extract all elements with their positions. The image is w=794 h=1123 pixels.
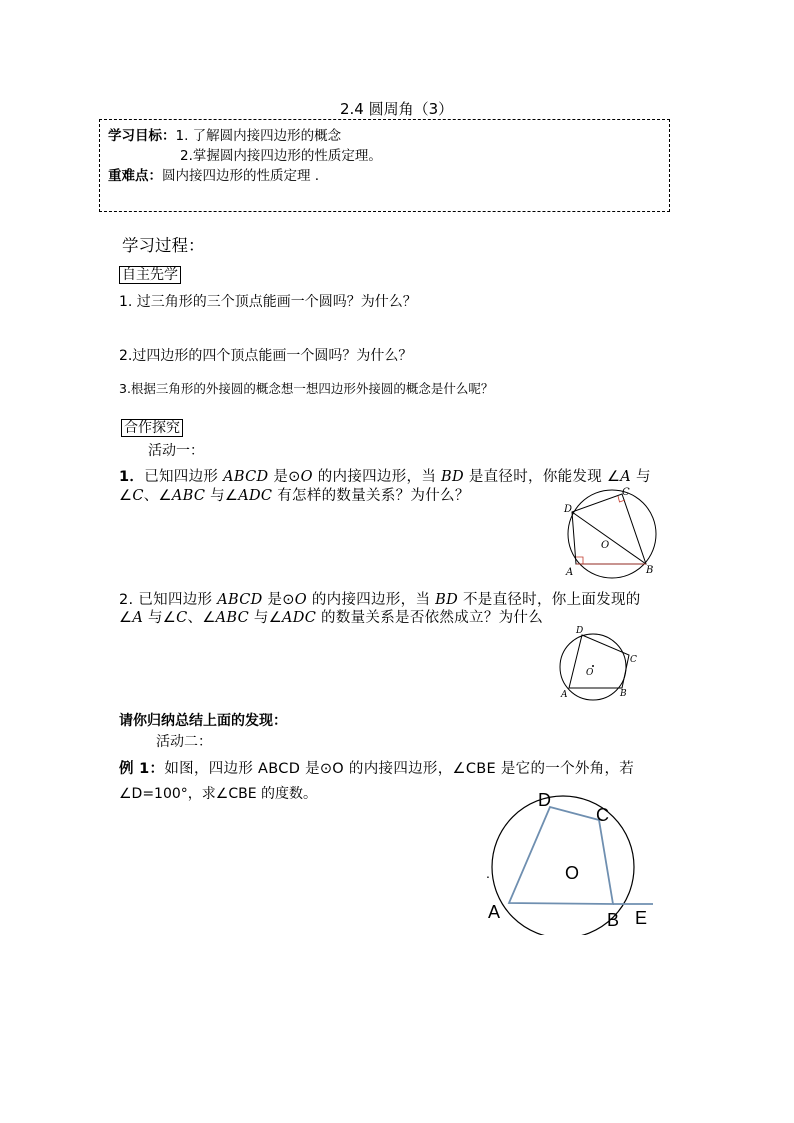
text: 是⊙ <box>262 592 295 608</box>
math-adc: ADC <box>238 488 273 504</box>
figure-1-diagram <box>560 484 670 580</box>
example-label: 例 1： <box>119 761 165 777</box>
fig1-label-a: A <box>566 567 574 578</box>
goals-label: 学习目标： <box>108 128 176 144</box>
math-o: O <box>294 592 307 608</box>
example-1-line-1 <box>119 757 634 778</box>
text: 是直径时，你能发现 ∠ <box>463 469 621 485</box>
goal-item-1: 1. 了解圆内接四边形的概念 <box>175 128 342 144</box>
text: 有怎样的数量关系？为什么？ <box>272 488 470 504</box>
text: 、∠ <box>187 610 216 626</box>
text: 的内接四边形，当 <box>306 592 436 608</box>
problem-1-line-1 <box>119 465 651 486</box>
math-c: C <box>132 488 144 504</box>
math-abc: ABC <box>171 488 206 504</box>
page-title: 2.4 圆周角（3） <box>340 100 454 118</box>
example-1-line-2: ∠D=100°，求∠CBE 的度数。 <box>119 786 318 802</box>
cooperate-label-text: 合作探究 <box>121 419 183 437</box>
goals-line-1 <box>108 124 341 144</box>
key-point-line <box>108 164 319 184</box>
problem-2-line-2 <box>119 606 543 627</box>
text: 的数量关系是否依然成立？为什么 <box>316 610 544 626</box>
figure-3-diagram <box>480 785 660 935</box>
self-study-label <box>119 264 181 284</box>
math-o: O <box>300 469 313 485</box>
fig1-label-d: D <box>564 504 573 515</box>
text: 不是直径时，你上面发现的 <box>458 592 641 608</box>
text: 、∠ <box>143 488 172 504</box>
text: 已知四边形 <box>138 592 218 608</box>
math-a: A <box>132 610 144 626</box>
math-abcd: ABCD <box>223 469 269 485</box>
math-a: A <box>620 469 632 485</box>
fig3-label-b: B <box>607 910 620 930</box>
problem-1-line-2 <box>119 484 470 505</box>
summary-prompt: 请你归纳总结上面的发现： <box>119 713 287 729</box>
fig3-label-a: A <box>488 902 501 922</box>
text: 与∠ <box>249 610 283 626</box>
text: 已知四边形 <box>144 469 224 485</box>
question-1: 1. 过三角形的三个顶点能画一个圆吗？为什么？ <box>119 294 417 310</box>
fig1-label-b: B <box>646 565 654 576</box>
text: ∠ <box>119 610 133 626</box>
self-study-label-text: 自主先学 <box>119 266 181 284</box>
math-c: C <box>176 610 188 626</box>
text: 与∠ <box>143 610 177 626</box>
fig3-label-c: C <box>596 805 609 825</box>
fig2-label-d: D <box>576 626 584 636</box>
fig2-label-o: O <box>586 668 594 678</box>
example-text-1: 如图，四边形 ABCD 是⊙O 的内接四边形，∠CBE 是它的一个外角，若 <box>164 761 635 777</box>
math-abcd: ABCD <box>217 592 263 608</box>
fig2-label-b: B <box>620 689 627 699</box>
text: 与 <box>631 469 651 485</box>
text: ∠ <box>119 488 133 504</box>
process-title: 学习过程： <box>122 236 205 255</box>
text: 的内接四边形，当 <box>312 469 442 485</box>
goal-item-2: 2.掌握圆内接四边形的性质定理。 <box>180 148 382 164</box>
problem-2-number: 2. <box>119 592 139 608</box>
cooperate-label <box>121 417 183 437</box>
activity-2-label: 活动二： <box>156 734 212 750</box>
math-bd: BD <box>441 469 464 485</box>
fig2-label-a: A <box>561 690 568 700</box>
fig3-dot: . <box>486 865 490 881</box>
fig3-label-o: O <box>565 863 580 883</box>
activity-1-label: 活动一： <box>148 443 204 459</box>
problem-1-number: 1． <box>119 469 145 485</box>
math-abc: ABC <box>215 610 250 626</box>
question-2: 2.过四边形的四个顶点能画一个圆吗？为什么？ <box>119 348 413 364</box>
key-text: 圆内接四边形的性质定理 . <box>162 168 320 184</box>
math-adc: ADC <box>282 610 317 626</box>
fig1-label-c: C <box>622 487 630 498</box>
text: 是⊙ <box>268 469 301 485</box>
figure-2-diagram <box>556 624 646 704</box>
fig2-label-c: C <box>630 655 637 665</box>
question-3: 3.根据三角形的外接圆的概念想一想四边形外接圆的概念是什么呢？ <box>119 381 494 396</box>
key-label: 重难点： <box>108 168 162 184</box>
text: 与∠ <box>205 488 239 504</box>
fig1-label-o: O <box>601 540 610 551</box>
math-bd: BD <box>435 592 459 608</box>
fig3-label-e: E <box>635 908 648 928</box>
fig3-label-d: D <box>538 790 551 810</box>
